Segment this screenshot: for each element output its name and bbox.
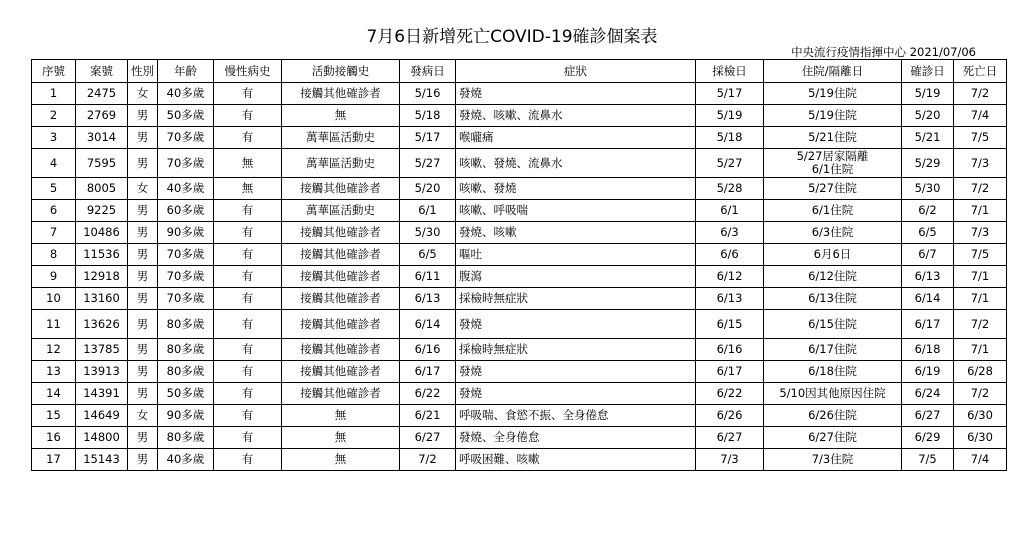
table-cell: 13913 [76, 361, 128, 383]
table-cell: 發燒、咳嗽 [456, 222, 696, 244]
table-cell: 6/21 [400, 405, 456, 427]
table-cell: 14391 [76, 383, 128, 405]
table-cell: 6/19 [902, 361, 954, 383]
table-cell: 無 [282, 105, 400, 127]
table-cell: 有 [214, 427, 282, 449]
table-cell: 6/17 [696, 361, 764, 383]
table-cell: 6/14 [400, 310, 456, 339]
table-cell: 13 [32, 361, 76, 383]
case-table [31, 59, 1007, 471]
table-cell: 5/20 [400, 178, 456, 200]
table-cell: 15 [32, 405, 76, 427]
table-cell: 男 [128, 266, 158, 288]
table-cell: 男 [128, 200, 158, 222]
table-row [32, 105, 1007, 127]
table-cell: 男 [128, 244, 158, 266]
table-cell: 咳嗽、發燒、流鼻水 [456, 149, 696, 178]
table-cell: 6/17住院 [764, 339, 902, 361]
table-cell: 發燒 [456, 383, 696, 405]
table-cell: 7/3 [954, 149, 1007, 178]
table-cell: 6/7 [902, 244, 954, 266]
table-cell: 11536 [76, 244, 128, 266]
table-cell: 無 [214, 178, 282, 200]
table-cell: 5/29 [902, 149, 954, 178]
table-cell: 6/22 [696, 383, 764, 405]
table-header-row [32, 60, 1007, 83]
table-cell: 男 [128, 105, 158, 127]
table-row [32, 244, 1007, 266]
table-row [32, 427, 1007, 449]
table-cell: 6/1住院 [764, 200, 902, 222]
table-cell: 7/4 [954, 449, 1007, 471]
header-cell: 死亡日 [954, 60, 1007, 83]
table-cell: 男 [128, 222, 158, 244]
table-cell: 無 [282, 449, 400, 471]
table-cell: 無 [282, 427, 400, 449]
table-cell: 接觸其他確診者 [282, 266, 400, 288]
header-cell: 症狀 [456, 60, 696, 83]
table-cell: 7/5 [954, 127, 1007, 149]
table-cell: 有 [214, 127, 282, 149]
table-cell: 60多歲 [158, 200, 214, 222]
table-cell: 5/19住院 [764, 105, 902, 127]
table-cell: 男 [128, 383, 158, 405]
table-cell: 90多歲 [158, 405, 214, 427]
table-cell: 喉嚨痛 [456, 127, 696, 149]
table-cell: 80多歲 [158, 427, 214, 449]
table-cell: 接觸其他確診者 [282, 383, 400, 405]
header-cell: 案號 [76, 60, 128, 83]
table-cell: 6/18 [902, 339, 954, 361]
table-cell: 5/20 [902, 105, 954, 127]
table-cell: 5/18 [696, 127, 764, 149]
table-cell: 有 [214, 244, 282, 266]
table-cell: 6/6 [696, 244, 764, 266]
table-cell: 7/1 [954, 200, 1007, 222]
table-cell: 7/1 [954, 339, 1007, 361]
table-row [32, 200, 1007, 222]
table-cell: 6/17 [902, 310, 954, 339]
table-row [32, 405, 1007, 427]
table-cell: 男 [128, 339, 158, 361]
table-row [32, 266, 1007, 288]
table-cell: 男 [128, 288, 158, 310]
table-cell: 有 [214, 266, 282, 288]
table-cell: 6/1 [696, 200, 764, 222]
table-cell: 9 [32, 266, 76, 288]
table-cell: 5/21 [902, 127, 954, 149]
table-cell: 6/13住院 [764, 288, 902, 310]
table-cell: 嘔吐 [456, 244, 696, 266]
table-cell: 發燒 [456, 361, 696, 383]
table-cell: 有 [214, 222, 282, 244]
table-cell: 6/30 [954, 405, 1007, 427]
table-body [32, 83, 1007, 471]
page-title: 7月6日新增死亡COVID-19確診個案表 [366, 27, 658, 47]
table-cell: 6/27 [400, 427, 456, 449]
table-cell: 發燒 [456, 83, 696, 105]
table-row [32, 310, 1007, 339]
table-cell: 10486 [76, 222, 128, 244]
table-cell: 2769 [76, 105, 128, 127]
table-cell: 12 [32, 339, 76, 361]
table-cell: 5/17 [696, 83, 764, 105]
table-row [32, 178, 1007, 200]
header-cell: 採檢日 [696, 60, 764, 83]
table-cell: 萬華區活動史 [282, 200, 400, 222]
table-cell: 70多歲 [158, 244, 214, 266]
table-row [32, 383, 1007, 405]
table-cell: 萬華區活動史 [282, 149, 400, 178]
table-row [32, 361, 1007, 383]
table-cell: 有 [214, 310, 282, 339]
header-cell: 性別 [128, 60, 158, 83]
table-cell: 6/12住院 [764, 266, 902, 288]
table-cell: 6/27 [696, 427, 764, 449]
table-cell: 腹瀉 [456, 266, 696, 288]
table-cell: 7/2 [954, 83, 1007, 105]
table-cell: 接觸其他確診者 [282, 339, 400, 361]
table-cell: 接觸其他確診者 [282, 178, 400, 200]
table-cell: 17 [32, 449, 76, 471]
table-cell: 6/15 [696, 310, 764, 339]
table-cell: 6/5 [902, 222, 954, 244]
table-cell: 萬華區活動史 [282, 127, 400, 149]
table-cell: 90多歲 [158, 222, 214, 244]
table-cell: 6/16 [696, 339, 764, 361]
table-cell: 有 [214, 339, 282, 361]
table-cell: 5/19 [902, 83, 954, 105]
table-cell: 5/27 [400, 149, 456, 178]
table-cell: 5/19 [696, 105, 764, 127]
table-cell: 3014 [76, 127, 128, 149]
table-cell: 9225 [76, 200, 128, 222]
table-cell: 6/26住院 [764, 405, 902, 427]
table-cell: 呼吸喘、食慾不振、全身倦怠 [456, 405, 696, 427]
table-cell: 7/2 [400, 449, 456, 471]
header-cell: 活動接觸史 [282, 60, 400, 83]
table-cell: 6/28 [954, 361, 1007, 383]
table-cell: 40多歲 [158, 178, 214, 200]
header-cell: 序號 [32, 60, 76, 83]
table-cell: 7/5 [954, 244, 1007, 266]
table-cell: 7/5 [902, 449, 954, 471]
table-cell: 6/22 [400, 383, 456, 405]
table-cell: 70多歲 [158, 288, 214, 310]
table-cell: 8 [32, 244, 76, 266]
table-cell: 有 [214, 361, 282, 383]
table-row [32, 127, 1007, 149]
table-cell: 無 [282, 405, 400, 427]
table-cell: 發燒 [456, 310, 696, 339]
table-cell: 7/2 [954, 178, 1007, 200]
table-cell: 6/3住院 [764, 222, 902, 244]
table-cell: 有 [214, 383, 282, 405]
table-cell: 接觸其他確診者 [282, 83, 400, 105]
table-cell: 6/2 [902, 200, 954, 222]
table-cell: 14649 [76, 405, 128, 427]
table-cell: 咳嗽、呼吸喘 [456, 200, 696, 222]
table-cell: 6/14 [902, 288, 954, 310]
table-cell: 5 [32, 178, 76, 200]
table-cell: 5/17 [400, 127, 456, 149]
table-cell: 12918 [76, 266, 128, 288]
table-cell: 14800 [76, 427, 128, 449]
table-cell: 14 [32, 383, 76, 405]
table-cell: 70多歲 [158, 266, 214, 288]
table-cell: 接觸其他確診者 [282, 244, 400, 266]
table-cell: 4 [32, 149, 76, 178]
table-cell: 無 [214, 149, 282, 178]
table-cell: 6/18住院 [764, 361, 902, 383]
table-cell: 13626 [76, 310, 128, 339]
table-cell: 6/15住院 [764, 310, 902, 339]
table-cell: 女 [128, 405, 158, 427]
table-cell: 5/19住院 [764, 83, 902, 105]
table-cell: 6/30 [954, 427, 1007, 449]
table-cell: 6/13 [400, 288, 456, 310]
table-cell: 6/11 [400, 266, 456, 288]
table-cell: 13785 [76, 339, 128, 361]
table-cell: 7 [32, 222, 76, 244]
table-cell: 6/3 [696, 222, 764, 244]
table-cell: 採檢時無症狀 [456, 288, 696, 310]
table-cell: 80多歲 [158, 339, 214, 361]
table-cell: 7/3 [954, 222, 1007, 244]
header-cell: 慢性病史 [214, 60, 282, 83]
table-cell: 5/30 [400, 222, 456, 244]
table-cell: 7/3住院 [764, 449, 902, 471]
table-cell: 接觸其他確診者 [282, 222, 400, 244]
table-cell: 呼吸困難、咳嗽 [456, 449, 696, 471]
table-cell: 接觸其他確診者 [282, 361, 400, 383]
table-cell: 6/13 [902, 266, 954, 288]
table-cell: 6/26 [696, 405, 764, 427]
table-cell: 5/27住院 [764, 178, 902, 200]
table-cell: 發燒、全身倦怠 [456, 427, 696, 449]
header-cell: 發病日 [400, 60, 456, 83]
table-cell: 男 [128, 127, 158, 149]
table-cell: 80多歲 [158, 310, 214, 339]
table-cell: 6/13 [696, 288, 764, 310]
table-cell: 採檢時無症狀 [456, 339, 696, 361]
table-cell: 2475 [76, 83, 128, 105]
header-cell: 年齡 [158, 60, 214, 83]
table-cell: 50多歲 [158, 383, 214, 405]
header-cell: 住院/隔離日 [764, 60, 902, 83]
table-cell: 有 [214, 105, 282, 127]
table-row [32, 222, 1007, 244]
table-cell: 40多歲 [158, 83, 214, 105]
table-cell: 70多歲 [158, 149, 214, 178]
table-cell: 7/1 [954, 288, 1007, 310]
table-cell: 6/12 [696, 266, 764, 288]
table-cell: 50多歲 [158, 105, 214, 127]
table-row [32, 288, 1007, 310]
table-cell: 男 [128, 449, 158, 471]
table-cell: 6/17 [400, 361, 456, 383]
table-cell: 5/16 [400, 83, 456, 105]
table-cell: 6/5 [400, 244, 456, 266]
table-cell: 有 [214, 288, 282, 310]
table-cell: 5/30 [902, 178, 954, 200]
table-cell: 13160 [76, 288, 128, 310]
table-cell: 3 [32, 127, 76, 149]
table-cell: 6/27 [902, 405, 954, 427]
table-cell: 6/29 [902, 427, 954, 449]
table-cell: 40多歲 [158, 449, 214, 471]
table-cell: 5/27 [696, 149, 764, 178]
table-cell: 有 [214, 200, 282, 222]
table-cell: 6/16 [400, 339, 456, 361]
table-cell: 7/1 [954, 266, 1007, 288]
table-cell: 5/18 [400, 105, 456, 127]
table-cell: 1 [32, 83, 76, 105]
table-cell: 6/27住院 [764, 427, 902, 449]
table-cell: 接觸其他確診者 [282, 288, 400, 310]
table-cell: 男 [128, 427, 158, 449]
table-cell: 7595 [76, 149, 128, 178]
table-cell: 5/10因其他原因住院 [764, 383, 902, 405]
table-cell: 2 [32, 105, 76, 127]
table-cell: 有 [214, 405, 282, 427]
table-cell: 6/24 [902, 383, 954, 405]
table-cell: 5/27居家隔離 6/1住院 [764, 149, 902, 178]
table-cell: 接觸其他確診者 [282, 310, 400, 339]
table-row [32, 339, 1007, 361]
table-cell: 70多歲 [158, 127, 214, 149]
table-cell: 11 [32, 310, 76, 339]
table-row [32, 449, 1007, 471]
table-cell: 80多歲 [158, 361, 214, 383]
table-cell: 6月6日 [764, 244, 902, 266]
table-cell: 7/4 [954, 105, 1007, 127]
table-cell: 女 [128, 83, 158, 105]
table-cell: 7/2 [954, 310, 1007, 339]
table-cell: 5/21住院 [764, 127, 902, 149]
table-cell: 有 [214, 83, 282, 105]
table-cell: 15143 [76, 449, 128, 471]
table-cell: 女 [128, 178, 158, 200]
table-cell: 有 [214, 449, 282, 471]
table-cell: 10 [32, 288, 76, 310]
table-cell: 6/1 [400, 200, 456, 222]
table-cell: 16 [32, 427, 76, 449]
table-row [32, 149, 1007, 178]
source-date: 中央流行疫情指揮中心 2021/07/06 [791, 45, 976, 59]
table-cell: 8005 [76, 178, 128, 200]
table-row [32, 83, 1007, 105]
table-cell: 咳嗽、發燒 [456, 178, 696, 200]
table-cell: 發燒、咳嗽、流鼻水 [456, 105, 696, 127]
header-cell: 確診日 [902, 60, 954, 83]
table-cell: 6 [32, 200, 76, 222]
table-cell: 5/28 [696, 178, 764, 200]
table-cell: 男 [128, 310, 158, 339]
table-cell: 男 [128, 149, 158, 178]
table-cell: 男 [128, 361, 158, 383]
table-cell: 7/2 [954, 383, 1007, 405]
table-cell: 7/3 [696, 449, 764, 471]
